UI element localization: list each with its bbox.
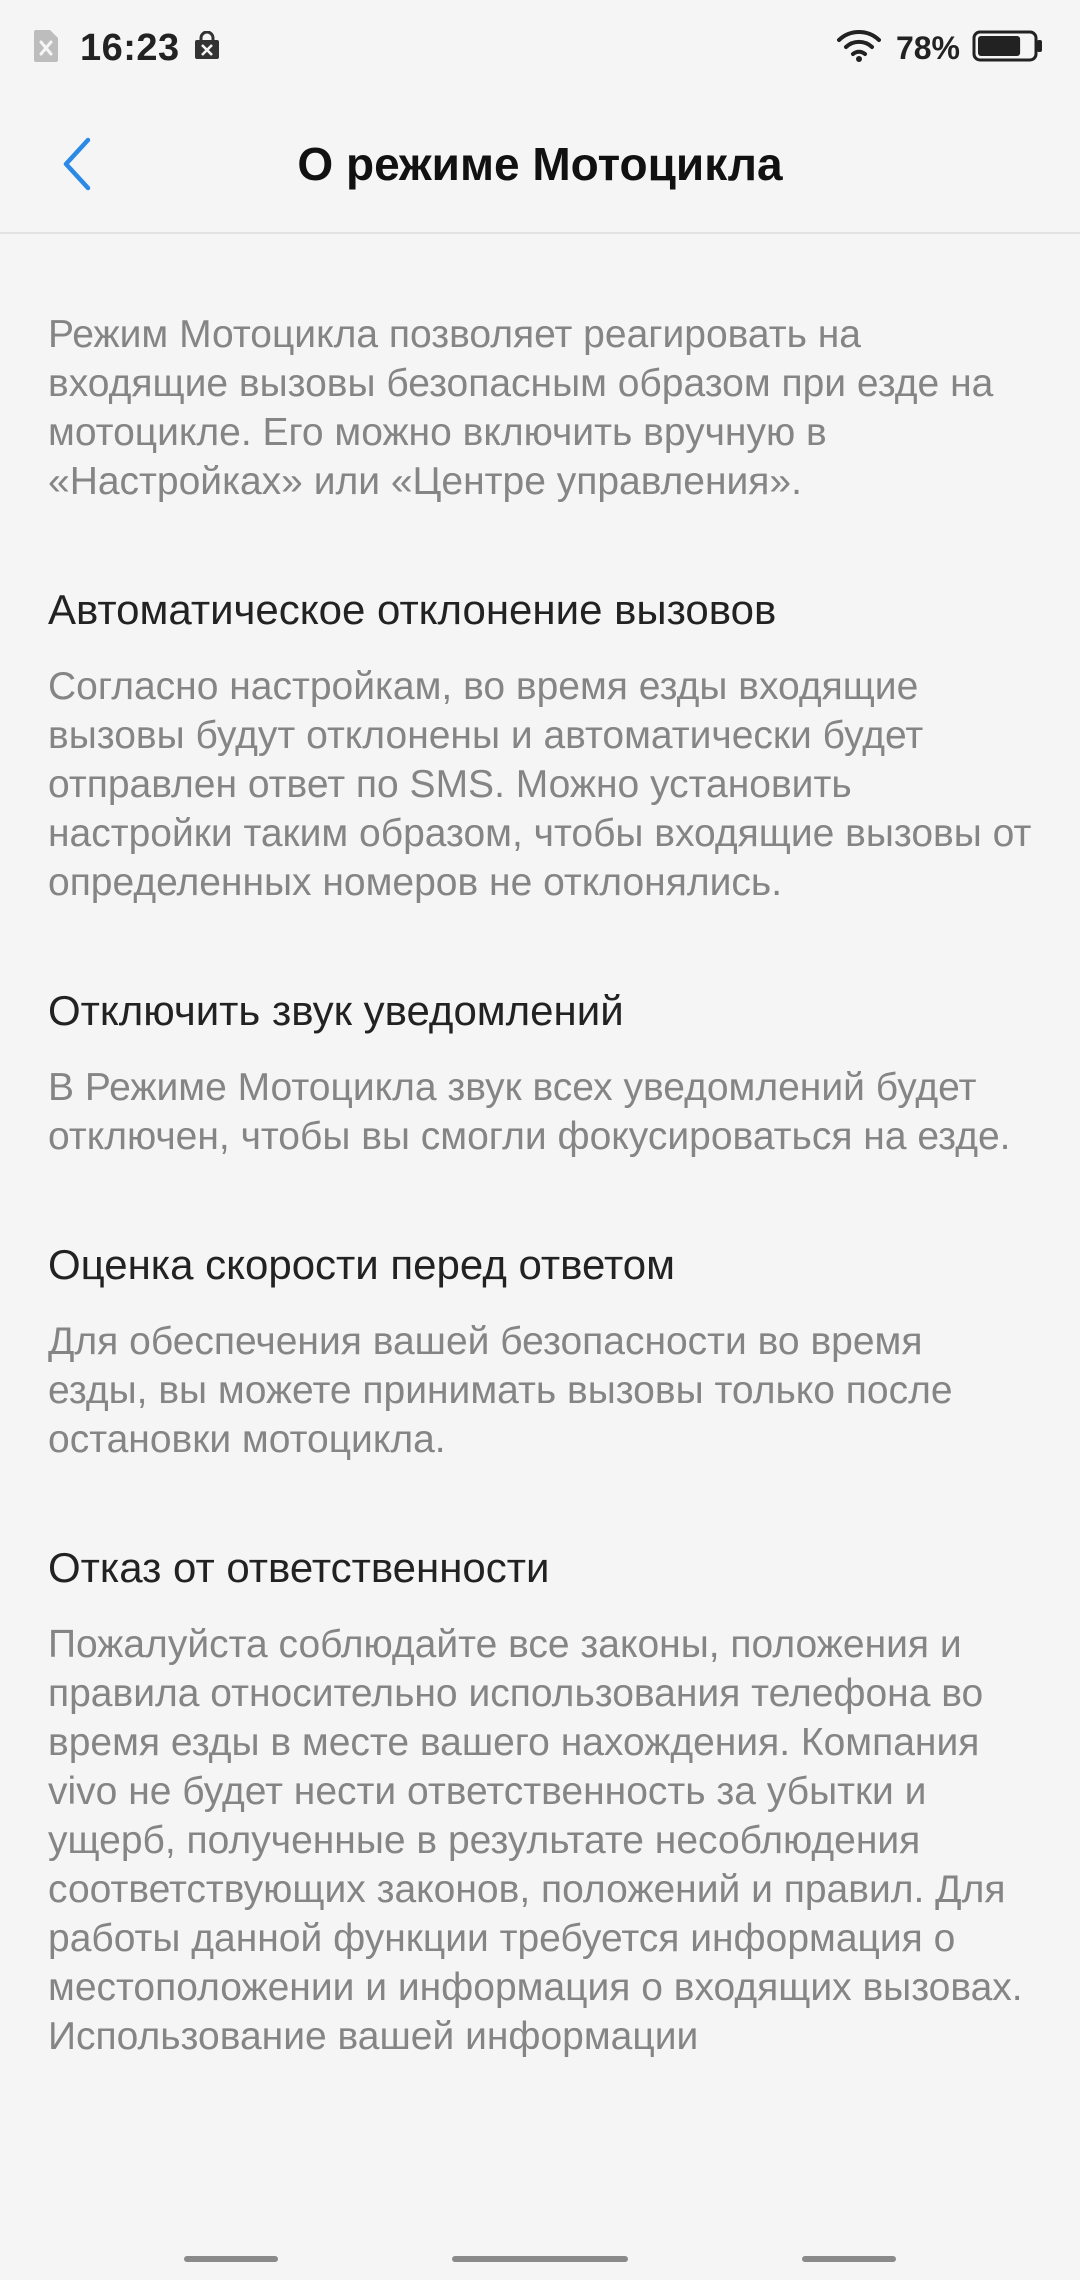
title-bar <box>0 96 1080 234</box>
section-title-speed-check: Оценка скорости перед ответом <box>48 1241 675 1288</box>
nav-gesture-home[interactable] <box>452 2256 628 2262</box>
intro-text: Режим Мотоцикла позволяет реагировать на входящие вызовы безопасным образом при езде на мотоцикле. Его можно включить вручную в «Настройках» или «Центре управления». <box>48 313 994 503</box>
section-title-disclaimer: Отказ от ответственности <box>48 1544 550 1591</box>
section-title-mute-notifications: Отключить звук уведомлений <box>48 987 624 1034</box>
notification-bag-icon <box>192 31 222 66</box>
page-title: О режиме Мотоцикла <box>297 138 783 190</box>
status-right <box>836 26 1044 70</box>
content <box>48 232 1032 2061</box>
status-time: 16:23 <box>80 26 180 69</box>
sim-absent-icon <box>32 28 60 69</box>
section-body-disclaimer: Пожалуйста соблюдайте все законы, положения и правила относительно использования телефона во время езды в месте вашего нахождения. Компания vivo не будет нести ответственность за убытки и ущерб, полученные в результате несоблюдения соответствующих законов, положений и правил. Для работы данной функции требуется информация о местоположении и информация о входящих вызовах. Использование вашей информации <box>48 1623 1023 2058</box>
battery-percent: 78% <box>895 29 960 66</box>
wifi-icon <box>836 29 882 68</box>
section-body-mute-notifications: В Режиме Мотоцикла звук всех уведомлений будет отключен, чтобы вы смогли фокусироваться на езде. <box>48 1066 1011 1158</box>
status-bar <box>0 0 1080 96</box>
section-body-auto-reject: Согласно настройкам, во время езды входящие вызовы будут отклонены и автоматически будет отправлен ответ по SMS. Можно установить настройки таким образом, чтобы входящие вызовы от определенных номеров не отклонялись. <box>48 665 1032 904</box>
nav-gesture-right[interactable] <box>802 2256 896 2262</box>
section-body-speed-check: Для обеспечения вашей безопасности во время езды, вы можете принимать вызовы только после остановки мотоцикла. <box>48 1320 953 1461</box>
status-left <box>32 26 222 70</box>
nav-gesture-left[interactable] <box>184 2256 278 2262</box>
section-title-auto-reject: Автоматическое отклонение вызовов <box>48 586 777 633</box>
battery-icon <box>972 29 1044 68</box>
